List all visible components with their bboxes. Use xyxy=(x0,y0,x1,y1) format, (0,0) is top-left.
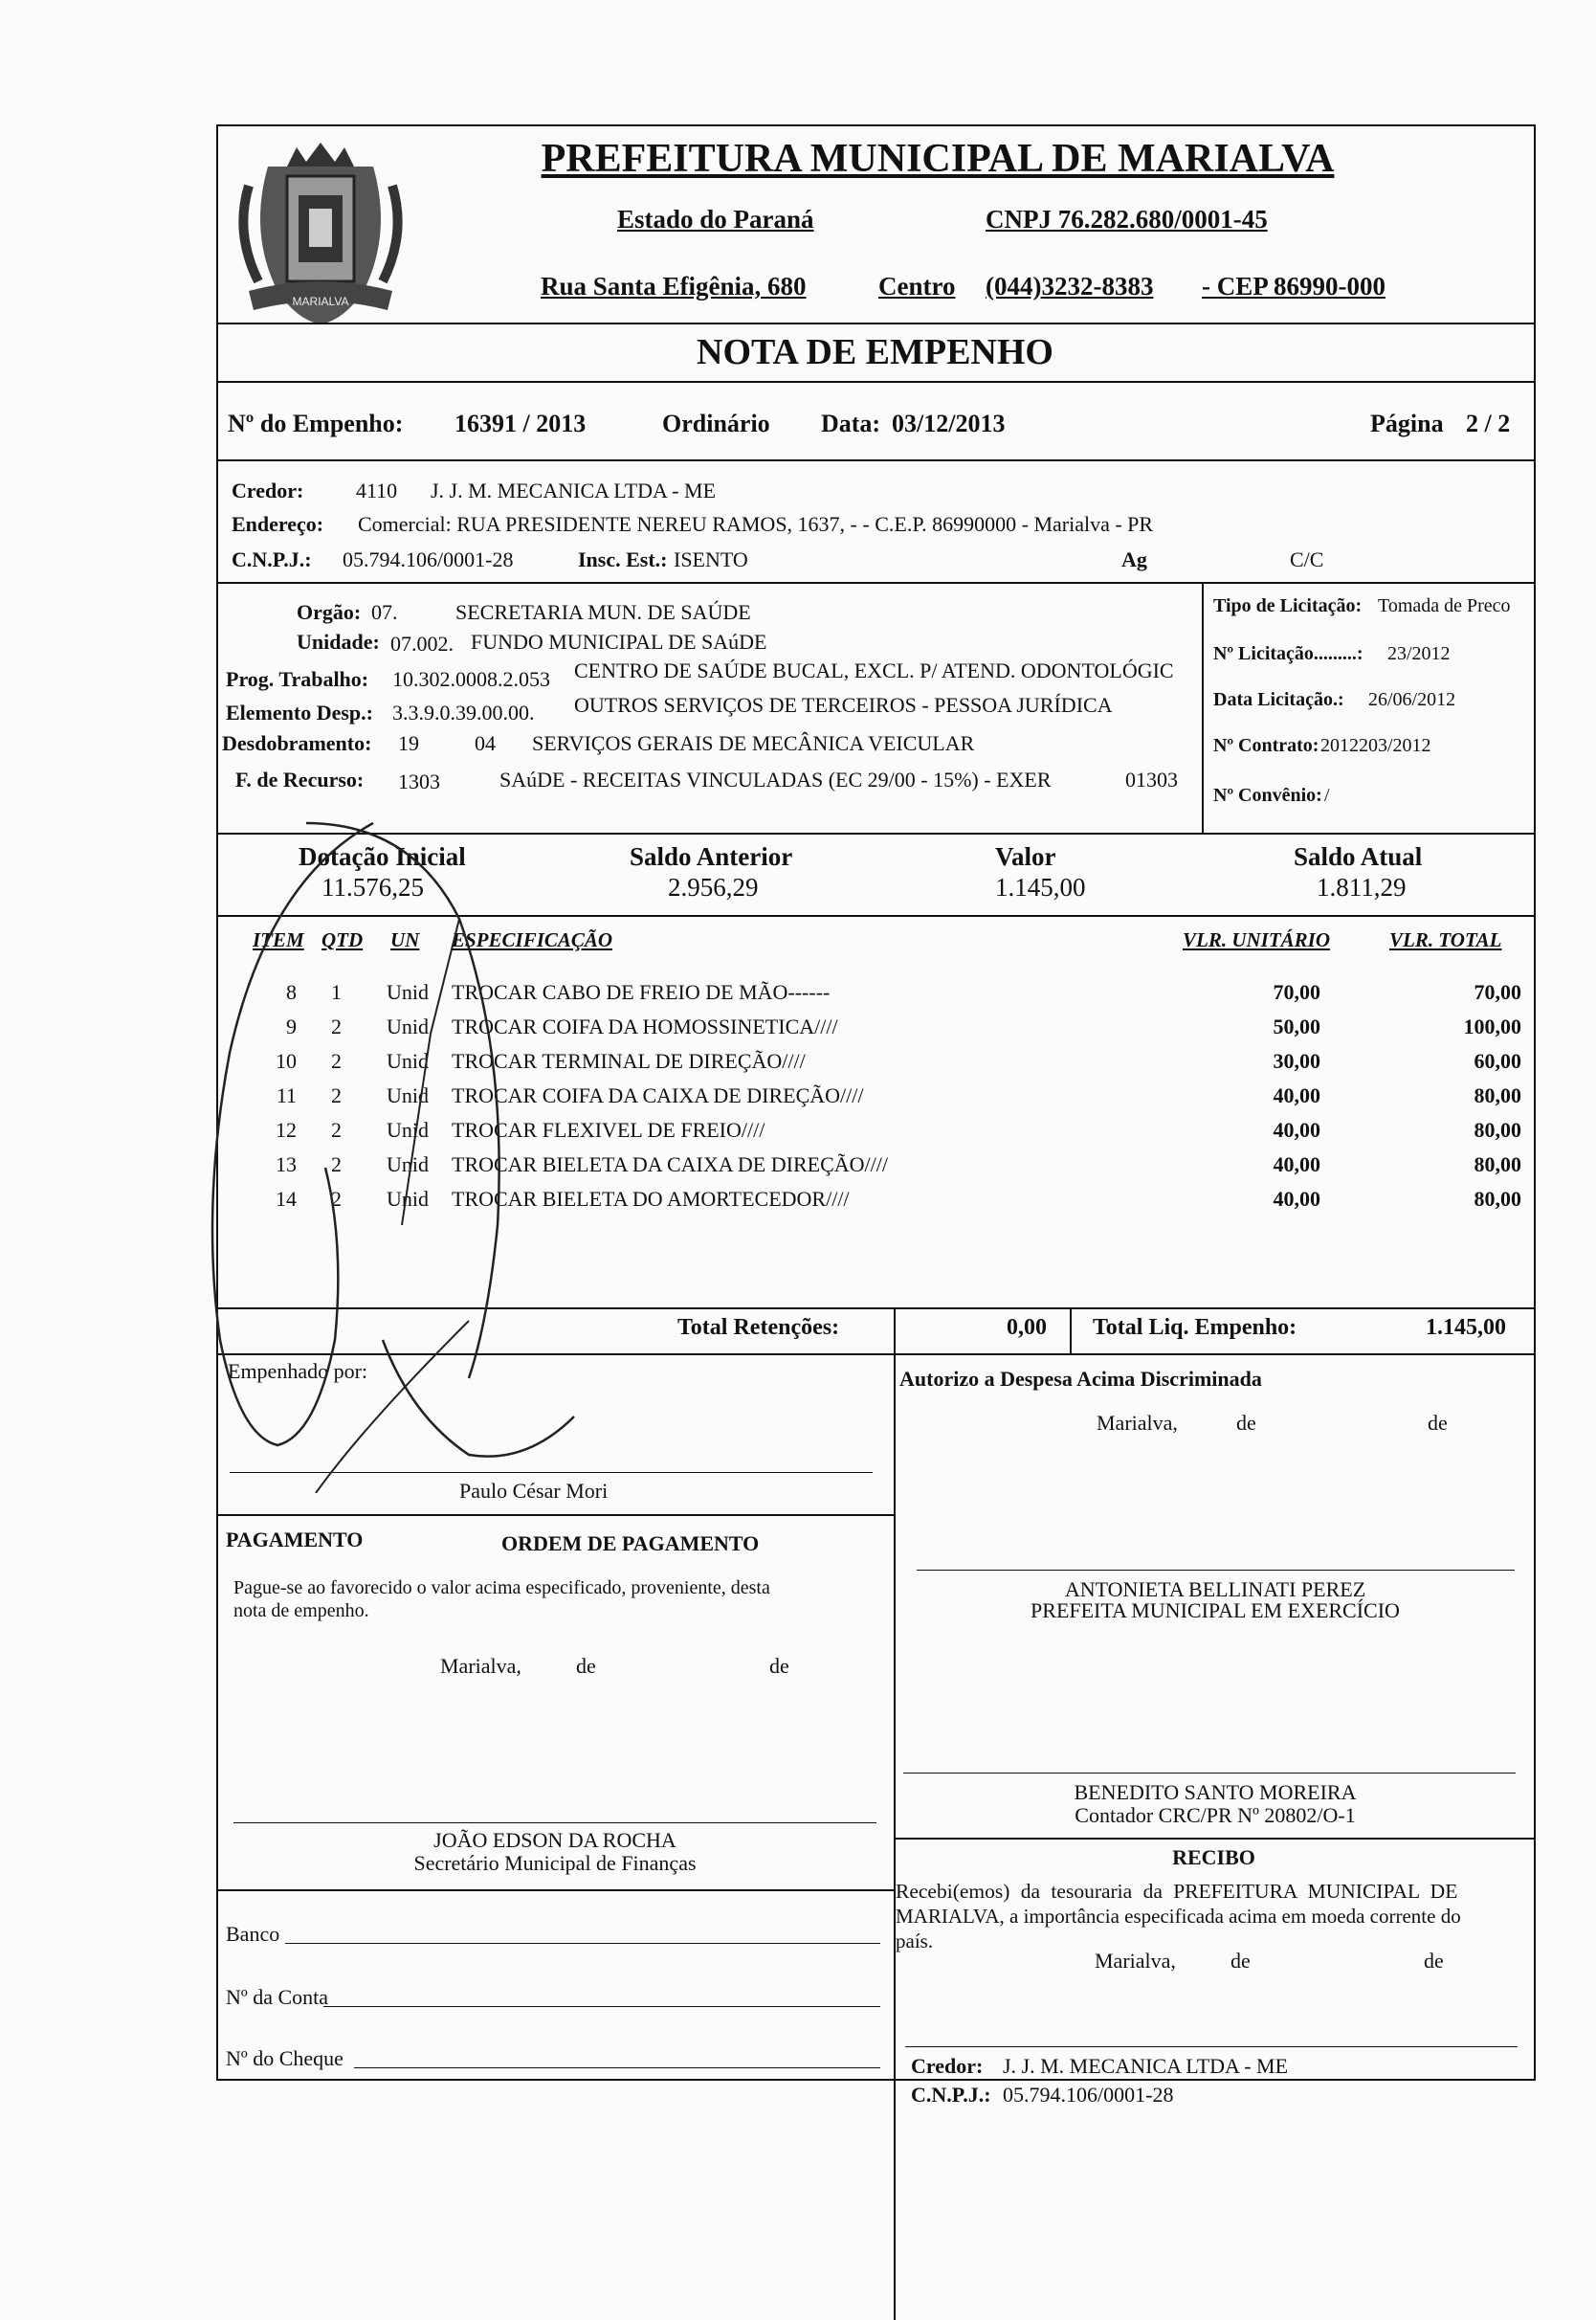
header-phone: (044)3232-8383 xyxy=(986,272,1154,301)
col-espec: ESPECIFICAÇÃO xyxy=(452,928,613,951)
valor-value: 1.145,00 xyxy=(995,873,1086,902)
recibo-de1: de xyxy=(1230,1949,1251,1973)
saldo-anterior-label: Saldo Anterior xyxy=(630,842,793,871)
ordem-pagamento-label: ORDEM DE PAGAMENTO xyxy=(501,1531,760,1555)
prog-name: CENTRO DE SAÚDE BUCAL, EXCL. P/ ATEND. ODONTOLÓGIC xyxy=(574,658,1174,682)
credor-cnpj-label: C.N.P.J.: xyxy=(232,547,312,571)
empenho-date-label: Data: xyxy=(821,410,881,437)
licitacao-type: Tomada de Preco xyxy=(1378,595,1511,616)
col-unit: VLR. UNITÁRIO xyxy=(1183,928,1331,951)
retencoes-value: 0,00 xyxy=(1007,1315,1047,1340)
endereco-value: Comercial: RUA PRESIDENTE NEREU RAMOS, 1637, - - C.E.P. 86990000 - Marialva - PR xyxy=(358,512,1154,536)
contrato-label: Nº Contrato: xyxy=(1213,735,1319,756)
prefeita-name: ANTONIETA BELLINATI PEREZ xyxy=(1064,1577,1366,1601)
insc-label: Insc. Est.: xyxy=(578,547,668,571)
recurso-code: 1303 xyxy=(398,770,440,793)
saldo-atual-value: 1.811,29 xyxy=(1317,873,1407,902)
col-qtd: QTD xyxy=(321,928,364,951)
desdob-name: SERVIÇOS GERAIS DE MECÂNICA VEICULAR xyxy=(532,731,975,755)
cheque-label: Nº do Cheque xyxy=(226,2046,344,2070)
pagamento-text2: nota de empenho. xyxy=(233,1600,369,1621)
licitacao-type-label: Tipo de Licitação: xyxy=(1213,595,1363,616)
empenho-date: 03/12/2013 xyxy=(892,410,1006,437)
ag-label: Ag xyxy=(1121,547,1147,571)
autorizo-de2: de xyxy=(1428,1411,1448,1435)
convenio-value: / xyxy=(1324,785,1330,806)
credor-label: Credor: xyxy=(232,479,304,502)
header-district: Centro xyxy=(878,272,956,301)
recibo-text2: MARIALVA, a importância especificada acima em moeda corrente do xyxy=(896,1905,1461,1928)
elemento-code: 3.3.9.0.39.00.00. xyxy=(392,701,535,725)
convenio-label: Nº Convênio: xyxy=(1213,785,1322,806)
orgao-name: SECRETARIA MUN. DE SAÚDE xyxy=(455,600,751,624)
credor-cnpj: 05.794.106/0001-28 xyxy=(343,547,514,571)
saldo-atual-label: Saldo Atual xyxy=(1294,842,1423,871)
autorizo-de1: de xyxy=(1236,1411,1256,1435)
col-item: ITEM xyxy=(253,928,304,951)
insc-value: ISENTO xyxy=(674,547,748,571)
licitacao-date: 26/06/2012 xyxy=(1368,689,1456,710)
credor-code: 4110 xyxy=(356,479,398,502)
recurso-label: F. de Recurso: xyxy=(235,768,365,792)
unidade-name: FUNDO MUNICIPAL DE SAúDE xyxy=(471,630,767,654)
handwritten-signature xyxy=(191,804,727,1493)
pagamento-de2: de xyxy=(769,1654,789,1678)
header-cep: - CEP 86990-000 xyxy=(1202,272,1385,301)
credor-name: J. J. M. MECANICA LTDA - ME xyxy=(431,479,717,502)
dotacao-inicial-value: 11.576,25 xyxy=(321,873,424,902)
header-state: Estado do Paraná xyxy=(617,205,814,234)
header-cnpj: CNPJ 76.282.680/0001-45 xyxy=(986,205,1268,234)
unidade-code: 07.002. xyxy=(390,632,454,656)
contador-name: BENEDITO SANTO MOREIRA xyxy=(1074,1780,1357,1804)
page-label: Página xyxy=(1370,410,1444,437)
empenho-type: Ordinário xyxy=(662,410,770,437)
pagamento-text1: Pague-se ao favorecido o valor acima especificado, proveniente, desta xyxy=(233,1577,770,1598)
recibo-credor-label: Credor: xyxy=(911,2054,984,2078)
liquido-label: Total Liq. Empenho: xyxy=(1093,1315,1297,1340)
recibo-credor: J. J. M. MECANICA LTDA - ME xyxy=(1003,2054,1289,2078)
licitacao-number: 23/2012 xyxy=(1387,643,1451,664)
contador-cargo: Contador CRC/PR Nº 20802/O-1 xyxy=(1075,1803,1356,1827)
pagamento-de1: de xyxy=(576,1654,596,1678)
recibo-cnpj: 05.794.106/0001-28 xyxy=(1003,2083,1174,2107)
crest-label: MARIALVA xyxy=(292,295,349,308)
recibo-label: RECIBO xyxy=(1172,1845,1255,1869)
secretario-cargo: Secretário Municipal de Finanças xyxy=(413,1851,697,1875)
valor-label: Valor xyxy=(995,842,1056,871)
desdob-label: Desdobramento: xyxy=(222,731,372,755)
recibo-cnpj-label: C.N.P.J.: xyxy=(911,2083,991,2107)
page-number: 2 / 2 xyxy=(1466,410,1511,437)
desdob-a: 19 xyxy=(398,731,419,755)
empenho-number: 16391 / 2013 xyxy=(454,410,587,437)
contrato-value: 2012203/2012 xyxy=(1320,735,1431,756)
pagamento-label: PAGAMENTO xyxy=(226,1528,364,1551)
licitacao-number-label: Nº Licitação.........: xyxy=(1213,643,1363,664)
recurso-name: SAúDE - RECEITAS VINCULADAS (EC 29/00 - 15%) - EXER xyxy=(499,768,1052,792)
unidade-label: Unidade: xyxy=(297,630,380,654)
endereco-label: Endereço: xyxy=(232,512,324,536)
desdob-b: 04 xyxy=(475,731,496,755)
doc-title: NOTA DE EMPENHO xyxy=(697,332,1053,372)
conta-label: Nº da Conta xyxy=(226,1985,329,2009)
elemento-label: Elemento Desp.: xyxy=(226,701,373,725)
licitacao-date-label: Data Licitação.: xyxy=(1213,689,1344,710)
banco-label: Banco xyxy=(226,1922,280,1946)
liquido-value: 1.145,00 xyxy=(1426,1315,1506,1340)
prefeita-cargo: PREFEITA MUNICIPAL EM EXERCÍCIO xyxy=(1031,1598,1400,1622)
empenhado-name: Paulo César Mori xyxy=(459,1479,609,1503)
retencoes-label: Total Retenções: xyxy=(677,1315,840,1340)
saldo-anterior-value: 2.956,29 xyxy=(668,873,759,902)
empenhado-label: Empenhado por: xyxy=(228,1359,368,1383)
recibo-text3: país. xyxy=(896,1930,934,1952)
empenho-number-label: Nº do Empenho: xyxy=(228,410,404,437)
pagamento-city: Marialva, xyxy=(440,1654,521,1678)
dotacao-inicial-label: Dotação Inicial xyxy=(299,842,466,871)
recibo-de2: de xyxy=(1424,1949,1444,1973)
elemento-name: OUTROS SERVIÇOS DE TERCEIROS - PESSOA JURÍDICA xyxy=(574,693,1113,717)
recurso-code2: 01303 xyxy=(1125,768,1178,792)
col-un: UN xyxy=(390,928,420,951)
secretario-name: JOÃO EDSON DA ROCHA xyxy=(433,1828,676,1852)
prog-code: 10.302.0008.2.053 xyxy=(392,667,550,691)
recibo-text1: Recebi(emos) da tesouraria da PREFEITURA MUNICIPAL DE xyxy=(896,1880,1458,1903)
col-total: VLR. TOTAL xyxy=(1389,928,1502,951)
cc-label: C/C xyxy=(1290,547,1324,571)
header-street: Rua Santa Efigênia, 680 xyxy=(541,272,807,301)
prog-label: Prog. Trabalho: xyxy=(226,667,369,691)
recibo-city: Marialva, xyxy=(1095,1949,1176,1973)
autorizo-city: Marialva, xyxy=(1097,1411,1178,1435)
orgao-code: 07. xyxy=(371,600,398,624)
autorizo-label: Autorizo a Despesa Acima Discriminada xyxy=(899,1367,1262,1391)
header-title: PREFEITURA MUNICIPAL DE MARIALVA xyxy=(541,137,1335,181)
municipal-crest-icon xyxy=(230,128,411,339)
orgao-label: Orgão: xyxy=(297,600,362,624)
